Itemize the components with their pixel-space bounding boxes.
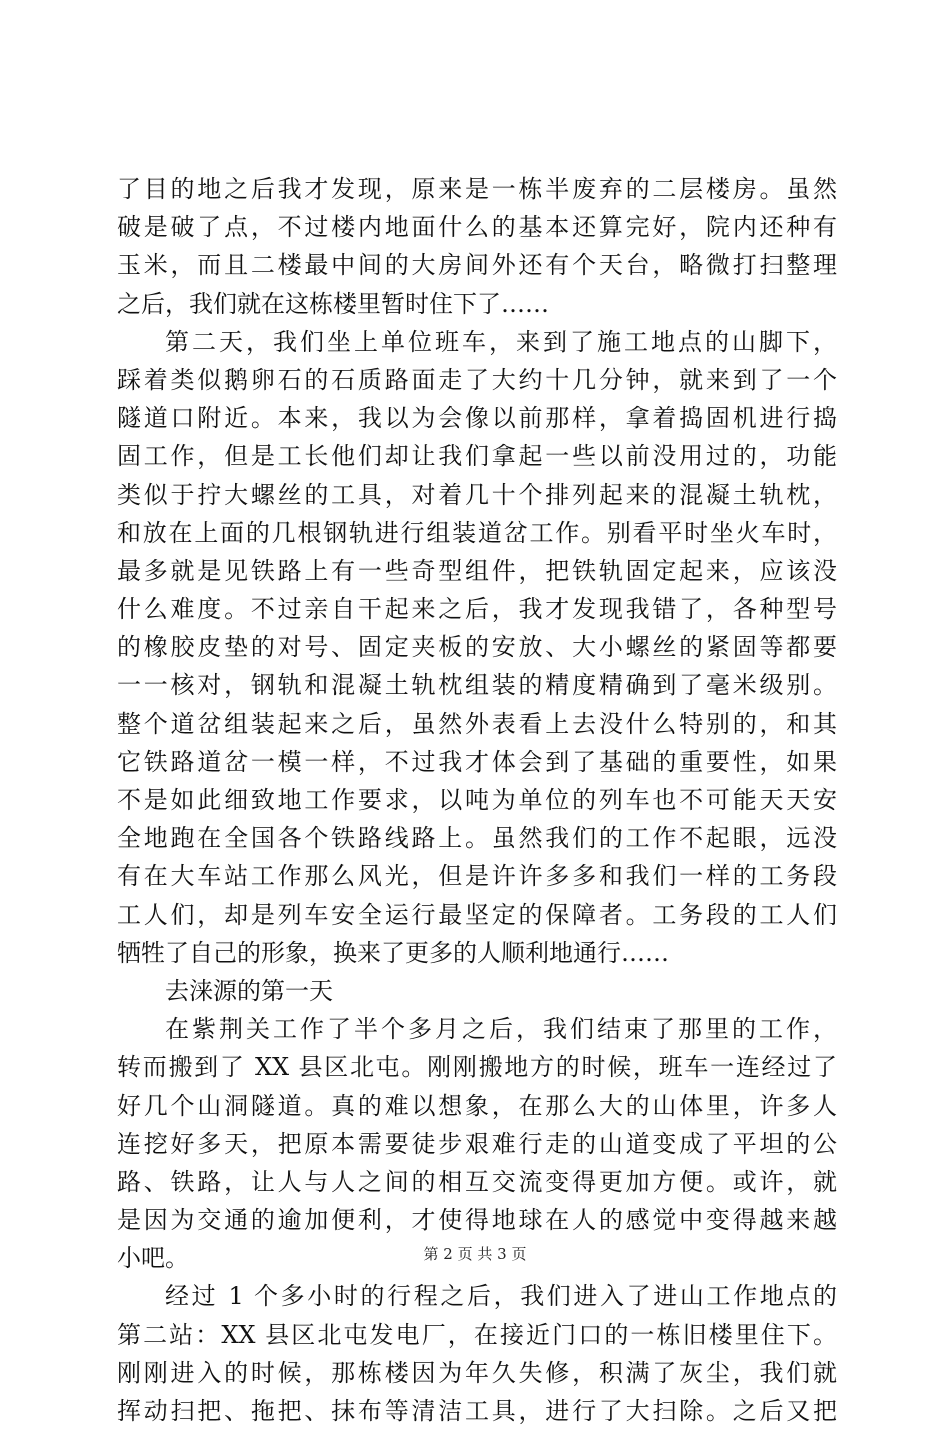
text-line: 第二站：XX 县区北屯发电厂，在接近门口的一栋旧楼里住下。 bbox=[117, 1320, 837, 1349]
text-line: 不是如此细致地工作要求，以吨为单位的列车也不可能天天安 bbox=[117, 786, 837, 814]
text-line: 好几个山洞隧道。真的难以想象，在那么大的山体里，许多人 bbox=[117, 1091, 837, 1120]
text-line: 玉米，而且二楼最中间的大房间外还有个天台，略微打扫整理 bbox=[117, 251, 837, 280]
text-line: 小吧。 bbox=[117, 1244, 189, 1273]
body-text bbox=[117, 170, 837, 1430]
text-line: 挥动扫把、拖把、抹布等清洁工具，进行了大扫除。之后又把 bbox=[117, 1397, 837, 1425]
text-line: 和放在上面的几根钢轨进行组装道岔工作。别看平时坐火车时， bbox=[117, 518, 837, 547]
text-line: 隧道口附近。本来，我以为会像以前那样，拿着捣固机进行捣 bbox=[117, 404, 837, 433]
text-line: 刚刚进入的时候，那栋楼因为年久失修，积满了灰尘，我们就 bbox=[117, 1358, 837, 1387]
paragraph-start-line: 在紫荆关工作了半个多月之后，我们结束了那里的工作， bbox=[165, 1015, 837, 1044]
text-line: 是因为交通的逾加便利，才使得地球在人的感觉中变得越来越 bbox=[117, 1206, 837, 1235]
text-line: 一一核对，钢轨和混凝土轨枕组装的精度精确到了毫米级别。 bbox=[117, 671, 837, 700]
section-heading: 去涞源的第一天 bbox=[165, 976, 333, 1005]
text-line: 的橡胶皮垫的对号、固定夹板的安放、大小螺丝的紧固等都要 bbox=[117, 633, 837, 662]
text-line: 连挖好多天，把原本需要徒步艰难行走的山道变成了平坦的公 bbox=[117, 1129, 837, 1158]
text-line: 路、铁路，让人与人之间的相互交流变得更加方便。或许，就 bbox=[117, 1167, 837, 1196]
page-footer bbox=[0, 1244, 950, 1264]
text-line: 有在大车站工作那么风光，但是许许多多和我们一样的工务段 bbox=[117, 862, 837, 891]
text-line: 了目的地之后我才发现，原来是一栋半废弃的二层楼房。虽然 bbox=[117, 175, 837, 203]
text-line: 破是破了点，不过楼内地面什么的基本还算完好，院内还种有 bbox=[117, 213, 837, 242]
text-line: 工人们，却是列车安全运行最坚定的保障者。工务段的工人们 bbox=[117, 900, 837, 929]
paragraph-start-line: 第二天，我们坐上单位班车，来到了施工地点的山脚下， bbox=[165, 327, 837, 356]
page-number-label: 第 2 页 共 3 页 bbox=[423, 1245, 527, 1263]
text-line: 牺牲了自己的形象，换来了更多的人顺利地通行…… bbox=[117, 938, 669, 967]
text-line: 它铁路道岔一模一样，不过我才体会到了基础的重要性，如果 bbox=[117, 747, 837, 776]
text-line: 整个道岔组装起来之后，虽然外表看上去没什么特别的，和其 bbox=[117, 709, 837, 738]
text-line: 最多就是见铁路上有一些奇型组件，把铁轨固定起来，应该没 bbox=[117, 556, 837, 585]
text-line: 踩着类似鹅卵石的石质路面走了大约十几分钟，就来到了一个 bbox=[117, 365, 837, 394]
text-line: 转而搬到了 XX 县区北屯。刚刚搬地方的时候，班车一连经过了 bbox=[117, 1053, 837, 1082]
text-line: 类似于拧大螺丝的工具，对着几十个排列起来的混凝土轨枕， bbox=[117, 480, 837, 509]
text-line: 之后，我们就在这栋楼里暂时住下了…… bbox=[117, 289, 549, 318]
text-line: 固工作，但是工长他们却让我们拿起一些以前没用过的，功能 bbox=[117, 442, 837, 471]
text-line: 全地跑在全国各个铁路线路上。虽然我们的工作不起眼，远没 bbox=[117, 824, 837, 853]
text-line: 什么难度。不过亲自干起来之后，我才发现我错了，各种型号 bbox=[117, 595, 837, 624]
paragraph-start-line: 经过 1 个多小时的行程之后，我们进入了进山工作地点的 bbox=[165, 1282, 837, 1311]
